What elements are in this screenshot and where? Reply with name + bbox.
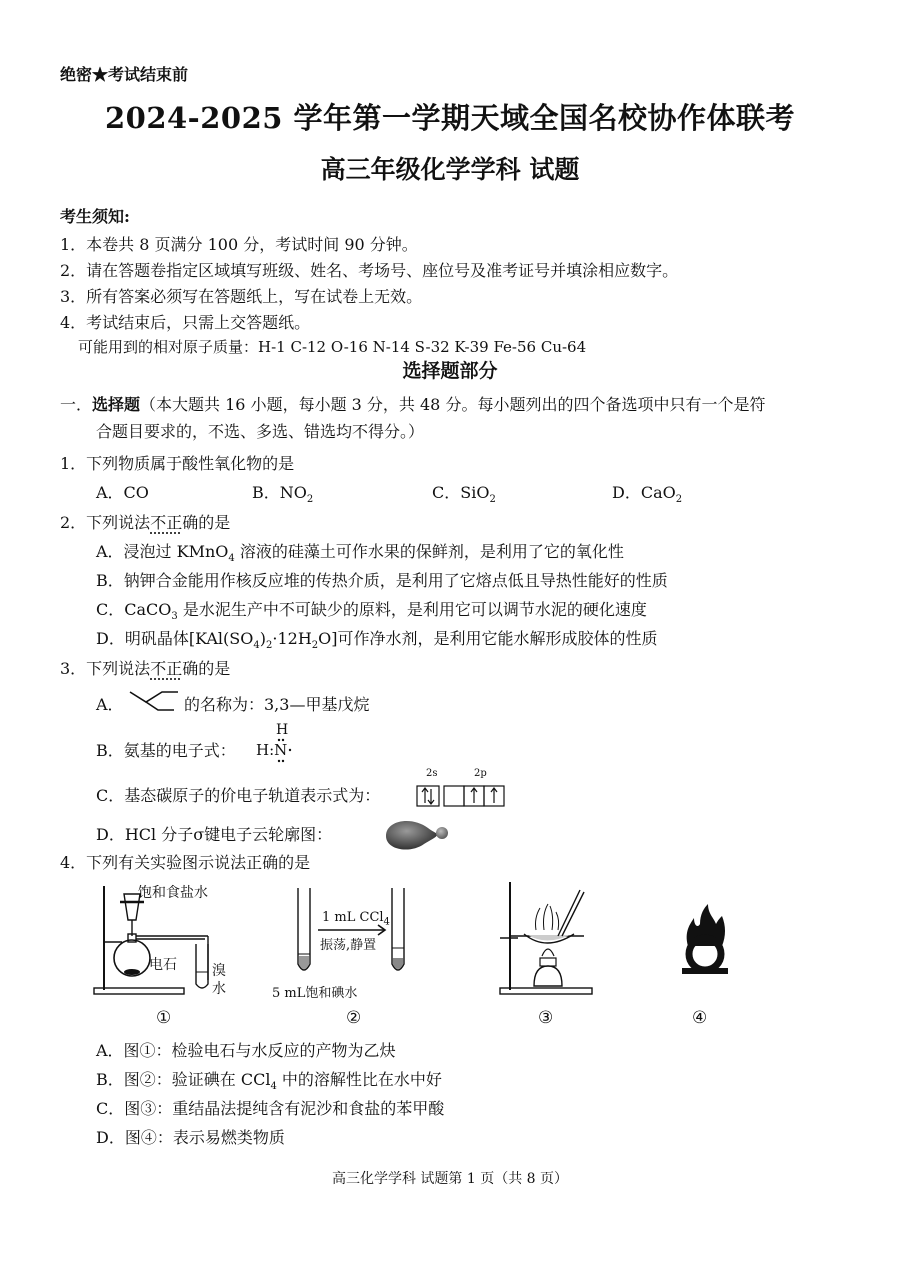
- q2-d-sub2: 2: [266, 640, 273, 652]
- page-footer: 高三化学学科 试题第 1 页（共 8 页）: [331, 1171, 569, 1187]
- q1-b-text: B．NO: [252, 483, 307, 502]
- q3-stem-pre: 3．下列说法: [60, 659, 151, 678]
- fig-number-4: ④: [692, 1008, 708, 1028]
- amino-h-top: H: [276, 722, 289, 738]
- lone-pair-dots-icon: [272, 736, 296, 764]
- orbital-2s-label: 2s: [426, 768, 438, 779]
- notice-heading: 考生须知:: [60, 207, 130, 226]
- q3-option-a-label: A．: [96, 695, 124, 714]
- q4-option-d: D．图④：表示易燃类物质: [96, 1128, 285, 1147]
- q3-option-b: B．氨基的电子式：: [96, 741, 236, 760]
- q2-a-post: 溶液的硅藻土可作水果的保鲜剂，是利用了它的氧化性: [234, 542, 624, 561]
- q3-option-a-text: 的名称为：3,3—甲基戊烷: [184, 695, 370, 714]
- q2-stem-pre: 2．下列说法: [60, 513, 151, 532]
- q2-d-mid: ): [259, 629, 266, 648]
- q1-option-a: A．CO: [96, 483, 149, 502]
- figure-2-test-tubes: [292, 884, 418, 978]
- q2-c-post: 是水泥生产中不可缺少的原料，是利用它可以调节水泥的硬化速度: [177, 600, 647, 619]
- part1-desc: [60, 392, 765, 415]
- q4-option-a: A．图①：检验电石与水反应的产物为乙炔: [96, 1041, 396, 1060]
- part1-desc1: （本大题共 16 小题，每小题 3 分，共 48 分。每小题列出的四个备选项中只有一个是符: [140, 395, 766, 414]
- notice-item-3: 3．所有答案必须写在答题纸上，写在试卷上无效。: [60, 287, 423, 306]
- notice-item-1: 1．本卷共 8 页满分 100 分，考试时间 90 分钟。: [60, 235, 418, 254]
- fig1-label-brine: 饱和食盐水: [138, 885, 208, 901]
- skeletal-formula-icon: [128, 688, 184, 712]
- q3-option-c: C．基态碳原子的价电子轨道表示式为：: [96, 786, 381, 805]
- fig1-label-water: 水: [212, 981, 226, 997]
- q2-option-c: [96, 597, 647, 622]
- orbital-diagram-icon: [416, 785, 508, 807]
- q2-d-sub3: 2: [311, 640, 319, 652]
- part1-label: 一．: [60, 395, 93, 414]
- orbital-2p-label: 2p: [474, 768, 487, 779]
- q1-b-sub: 2: [306, 494, 314, 506]
- q4-b-post: 中的溶解性比在水中好: [276, 1070, 442, 1089]
- q2-option-a: [96, 539, 624, 564]
- part1-desc2: 合题目要求的，不选、多选、错选均不得分。）: [96, 422, 425, 441]
- q4-b-pre: B．图②：验证碘在 CCl: [96, 1070, 271, 1089]
- q4-option-c: C．图③：重结晶法提纯含有泥沙和食盐的苯甲酸: [96, 1099, 445, 1118]
- fig2-label-iodine-water: 5 mL饱和碘水: [272, 986, 358, 1001]
- q2-d-pre: D．明矾晶体[KAl(SO: [96, 629, 254, 648]
- exam-title: 2024-2025 学年第一学期天域全国名校协作体联考: [104, 101, 796, 135]
- section-title: 选择题部分: [402, 360, 498, 382]
- fig1-label-carbide: 电石: [149, 957, 177, 973]
- q1-c-sub: 2: [489, 494, 496, 506]
- q2-option-d: [96, 626, 658, 651]
- q2-c-sub: 3: [171, 611, 178, 623]
- q1-c-text: C．SiO: [432, 483, 490, 502]
- q1-option-c: [432, 480, 496, 505]
- notice-item-2: 2．请在答题卷指定区域填写班级、姓名、考场号、座位号及准考证号并填涂相应数字。: [60, 261, 679, 280]
- fig2-label-ccl4: [322, 910, 390, 928]
- q2-d-mid2: ·12H: [272, 629, 312, 648]
- fig2-ccl4-sub: 4: [383, 916, 390, 928]
- atomic-masses: 可能用到的相对原子质量：H-1 C-12 O-16 N-14 S-32 K-39 Fe-56 Cu-64: [78, 338, 587, 356]
- q3-option-d: D．HCl 分子σ键电子云轮廓图：: [96, 825, 333, 844]
- hcl-sigma-bond-icon: [382, 814, 454, 854]
- q2-d-sub1: 4: [253, 640, 260, 652]
- fig-number-3: ③: [538, 1008, 554, 1028]
- amino-hn: H:N: [256, 741, 288, 759]
- q1-stem: 1．下列物质属于酸性氧化物的是: [60, 454, 295, 473]
- q2-a-pre: A．浸泡过 KMnO: [96, 542, 229, 561]
- q4-b-sub: 4: [270, 1081, 277, 1093]
- q1-option-d: [612, 480, 682, 505]
- fig2-label-shake: 振荡,静置: [320, 938, 377, 953]
- q3-stem: [60, 656, 230, 679]
- figure-3-recrystallization: [496, 878, 596, 998]
- fig2-ccl4-text: 1 mL CCl: [322, 910, 384, 925]
- q3-stem-emph: 不正: [150, 659, 183, 678]
- q1-d-sub: 2: [675, 494, 683, 506]
- q2-stem-emph: 不正: [150, 513, 183, 532]
- q2-d-post: O]可作净水剂，是利用它能水解形成胶体的性质: [318, 629, 658, 648]
- fig-number-1: ①: [156, 1008, 172, 1028]
- q2-stem-post: 确的是: [182, 513, 231, 532]
- q2-a-sub: 4: [228, 553, 235, 565]
- q2-option-b: B．钠钾合金能用作核反应堆的传热介质，是利用了它熔点低且导热性能好的性质: [96, 571, 668, 590]
- notice-item-4: 4．考试结束后，只需上交答题纸。: [60, 313, 311, 332]
- exam-subtitle: 高三年级化学学科 试题: [320, 155, 580, 184]
- q1-option-b: [252, 480, 313, 505]
- secret-label: 绝密★考试结束前: [60, 65, 189, 84]
- fig1-label-bromine: 溴: [212, 963, 226, 979]
- oxidizer-flame-icon: [680, 902, 730, 976]
- q2-stem: [60, 510, 230, 533]
- part1-bold: 选择题: [92, 395, 141, 414]
- q4-stem: 4．下列有关实验图示说法正确的是: [60, 853, 311, 872]
- fig-number-2: ②: [346, 1008, 362, 1028]
- q2-c-pre: C．CaCO: [96, 600, 172, 619]
- q4-option-b: [96, 1067, 442, 1092]
- q3-stem-post: 确的是: [182, 659, 231, 678]
- q1-d-text: D．CaO: [612, 483, 676, 502]
